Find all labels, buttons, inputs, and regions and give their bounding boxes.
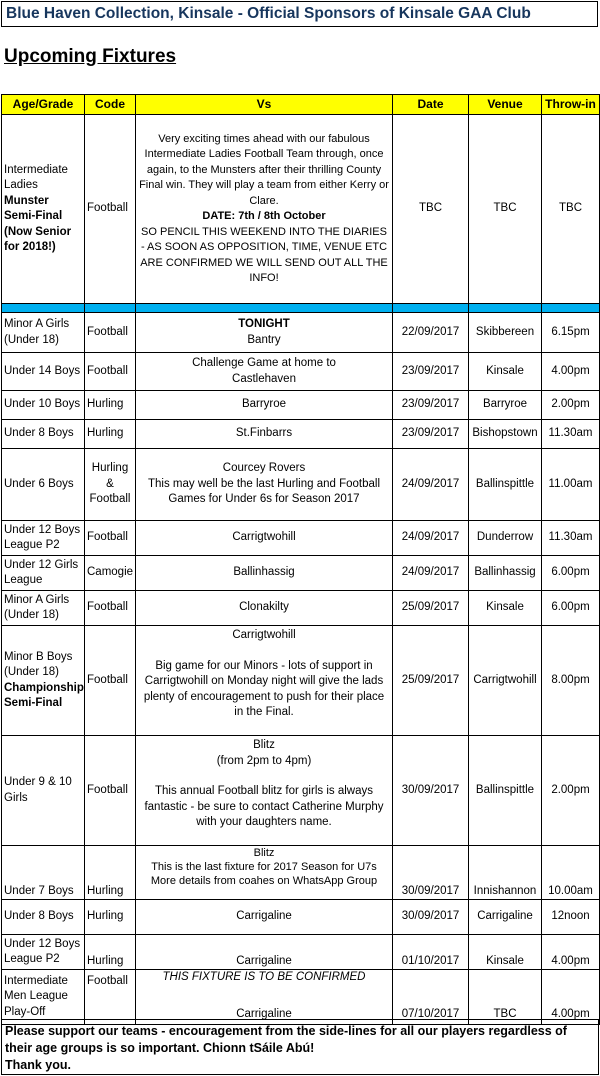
table-row [2, 626, 600, 736]
support-message [1, 1019, 599, 1075]
table-row [2, 935, 600, 970]
vs-highlight: TONIGHT [238, 318, 290, 330]
code-cell: Football [85, 626, 136, 736]
venue-cell: Kinsale [469, 935, 542, 970]
date-cell: 24/09/2017 [393, 521, 469, 556]
opponent: Carrigtwohill [232, 629, 296, 641]
header-age: Age/Grade [2, 95, 85, 115]
code-cell: Football [85, 521, 136, 556]
date-cell: 23/09/2017 [393, 353, 469, 391]
featured-throw-in: TBC [542, 115, 600, 304]
featured-fixture-row [2, 115, 600, 304]
throw-in-cell: 2.00pm [542, 391, 600, 420]
opponent: Carrigaline [236, 1007, 292, 1020]
support-text: Please support our teams - encouragement from the side-lines for all our players regardless of their age groups is so important. Chionn tSáile Abú! [5, 1024, 567, 1055]
vs-cell [136, 626, 393, 736]
date-cell: 30/09/2017 [393, 736, 469, 846]
code-cell: Hurling & Football [85, 449, 136, 521]
featured-stage: Munster Semi-Final (Now Senior for 2018!) [4, 194, 72, 253]
table-row [2, 353, 600, 391]
date-cell: 24/09/2017 [393, 556, 469, 591]
header-throw-in: Throw-in [542, 95, 600, 115]
throw-in-cell: 4.00pm [542, 970, 600, 1025]
venue-cell: Ballinhassig [469, 556, 542, 591]
throw-in-cell: 6.15pm [542, 313, 600, 353]
venue-cell: Dunderrow [469, 521, 542, 556]
fixture-note: This is the last fixture for 2017 Season for U7s [151, 861, 377, 873]
venue-cell: Innishannon [469, 846, 542, 900]
date-cell: 01/10/2017 [393, 935, 469, 970]
throw-in-cell: 11.30am [542, 521, 600, 556]
tbc-note: THIS FIXTURE IS TO BE CONFIRMED [162, 971, 366, 983]
venue-cell: Ballinspittle [469, 449, 542, 521]
opponent: Bantry [247, 333, 281, 346]
throw-in-cell: 10.00am [542, 846, 600, 900]
opponent: Blitz [253, 739, 275, 751]
date-cell: 07/10/2017 [393, 970, 469, 1025]
opponent: St.Finbarrs [136, 420, 393, 449]
age-grade-cell: Intermediate Men League Play-Off [2, 970, 85, 1025]
featured-date-note: DATE: 7th / 8th October [202, 210, 326, 222]
featured-code: Football [85, 115, 136, 304]
table-row [2, 313, 600, 353]
opponent: Carrigaline [136, 935, 393, 970]
header-code: Code [85, 95, 136, 115]
featured-venue: TBC [469, 115, 542, 304]
opponent: Carrigaline [136, 900, 393, 935]
featured-age-cell [2, 115, 85, 304]
age-grade-cell [2, 626, 85, 736]
opponent: Clonakilty [136, 591, 393, 626]
throw-in-cell: 6.00pm [542, 556, 600, 591]
venue-cell: Bishopstown [469, 420, 542, 449]
throw-in-cell: 2.00pm [542, 736, 600, 846]
separator-row [2, 304, 600, 313]
opponent: Ballinhassig [136, 556, 393, 591]
age-grade-cell: Under 8 Boys [2, 900, 85, 935]
age-grade-cell: Under 7 Boys [2, 846, 85, 900]
date-cell: 25/09/2017 [393, 591, 469, 626]
age-grade-cell: Under 9 & 10 Girls [2, 736, 85, 846]
fixture-time-note: (from 2pm to 4pm) [216, 754, 312, 767]
vs-cell [136, 313, 393, 353]
page-title: Upcoming Fixtures [4, 46, 177, 67]
date-cell: 22/09/2017 [393, 313, 469, 353]
date-cell: 23/09/2017 [393, 391, 469, 420]
featured-date: TBC [393, 115, 469, 304]
featured-vs-cell [136, 115, 393, 304]
table-row [2, 736, 600, 846]
age-grade: Minor B Boys (Under 18) [4, 650, 73, 678]
header-vs: Vs [136, 95, 393, 115]
vs-cell [136, 970, 393, 1025]
table-row [2, 449, 600, 521]
venue-cell: Kinsale [469, 591, 542, 626]
throw-in-cell: 11.00am [542, 449, 600, 521]
header-venue: Venue [469, 95, 542, 115]
code-cell: Hurling [85, 391, 136, 420]
table-row [2, 591, 600, 626]
throw-in-cell: 11.30am [542, 420, 600, 449]
code-cell: Football [85, 353, 136, 391]
throw-in-cell: 6.00pm [542, 591, 600, 626]
fixture-note: This may well be the last Hurling and Football Games for Under 6s for Season 2017 [147, 477, 381, 506]
age-grade-cell: Minor A Girls (Under 18) [2, 591, 85, 626]
date-cell: 23/09/2017 [393, 420, 469, 449]
vs-cell [136, 449, 393, 521]
table-row [2, 521, 600, 556]
opponent: Courcey Rovers [222, 462, 306, 475]
age-grade-cell: Under 14 Boys [2, 353, 85, 391]
throw-in-cell: 8.00pm [542, 626, 600, 736]
age-grade-cell: Under 12 Girls League [2, 556, 85, 591]
throw-in-cell: 12noon [542, 900, 600, 935]
age-grade-cell: Under 10 Boys [2, 391, 85, 420]
fixtures-table [1, 94, 600, 1025]
venue-cell: Barryroe [469, 391, 542, 420]
code-cell: Hurling [85, 846, 136, 900]
header-row [2, 95, 600, 115]
fixture-note: Big game for our Minors - lots of support in Carrigtwohill on Monday night will give the lads plenty of encouragement to push for their place in the Final. [143, 659, 385, 718]
age-grade-cell: Minor A Girls (Under 18) [2, 313, 85, 353]
date-cell: 24/09/2017 [393, 449, 469, 521]
code-cell: Hurling [85, 420, 136, 449]
featured-description: Very exciting times ahead with our fabulous Intermediate Ladies Football Team through, once again, to the Munsters after their thrilling County Final win. They will play a team from either Kerry or Clare. [139, 132, 389, 207]
venue-cell: TBC [469, 970, 542, 1025]
venue-cell: Carrigaline [469, 900, 542, 935]
date-cell: 30/09/2017 [393, 900, 469, 935]
code-cell: Hurling [85, 900, 136, 935]
table-row [2, 970, 600, 1025]
header-date: Date [393, 95, 469, 115]
table-row [2, 391, 600, 420]
age-stage: Championship Semi-Final [4, 681, 84, 709]
code-cell: Football [85, 736, 136, 846]
venue-cell: Carrigtwohill [469, 626, 542, 736]
fixture-note: This annual Football blitz for girls is always fantastic - be sure to contact Catherine Murphy with your daughters name. [144, 785, 384, 828]
opponent: Challenge Game at home to Castlehaven [136, 353, 393, 391]
featured-age-grade: Intermediate Ladies [4, 163, 68, 191]
venue-cell: Ballinspittle [469, 736, 542, 846]
table-row [2, 556, 600, 591]
featured-caps-note: SO PENCIL THIS WEEKEND INTO THE DIARIES - AS SOON AS OPPOSITION, TIME, VENUE ETC ARE CONFIRMED WE WILL SEND OUT ALL THE INFO! [140, 225, 388, 284]
thank-you-text: Thank you. [5, 1058, 71, 1072]
venue-cell: Kinsale [469, 353, 542, 391]
table-row [2, 420, 600, 449]
throw-in-cell: 4.00pm [542, 353, 600, 391]
age-grade-cell: Under 6 Boys [2, 449, 85, 521]
code-cell: Camogie [85, 556, 136, 591]
date-cell: 25/09/2017 [393, 626, 469, 736]
code-cell: Football [85, 591, 136, 626]
table-row [2, 900, 600, 935]
table-row [2, 846, 600, 900]
code-cell: Football [85, 970, 136, 1025]
fixture-note-2: More details from coahes on WhatsApp Group [150, 875, 378, 887]
code-cell: Hurling [85, 935, 136, 970]
vs-cell [136, 736, 393, 846]
age-grade-cell: Under 8 Boys [2, 420, 85, 449]
opponent: Blitz [253, 847, 275, 859]
code-cell: Football [85, 313, 136, 353]
opponent: Carrigtwohill [136, 521, 393, 556]
age-grade-cell: Under 12 Boys League P2 [2, 935, 85, 970]
sponsor-banner: Blue Haven Collection, Kinsale - Official Sponsors of Kinsale GAA Club [1, 1, 598, 27]
venue-cell: Skibbereen [469, 313, 542, 353]
date-cell: 30/09/2017 [393, 846, 469, 900]
age-grade-cell: Under 12 Boys League P2 [2, 521, 85, 556]
throw-in-cell: 4.00pm [542, 935, 600, 970]
opponent: Barryroe [136, 391, 393, 420]
vs-cell [136, 846, 393, 900]
